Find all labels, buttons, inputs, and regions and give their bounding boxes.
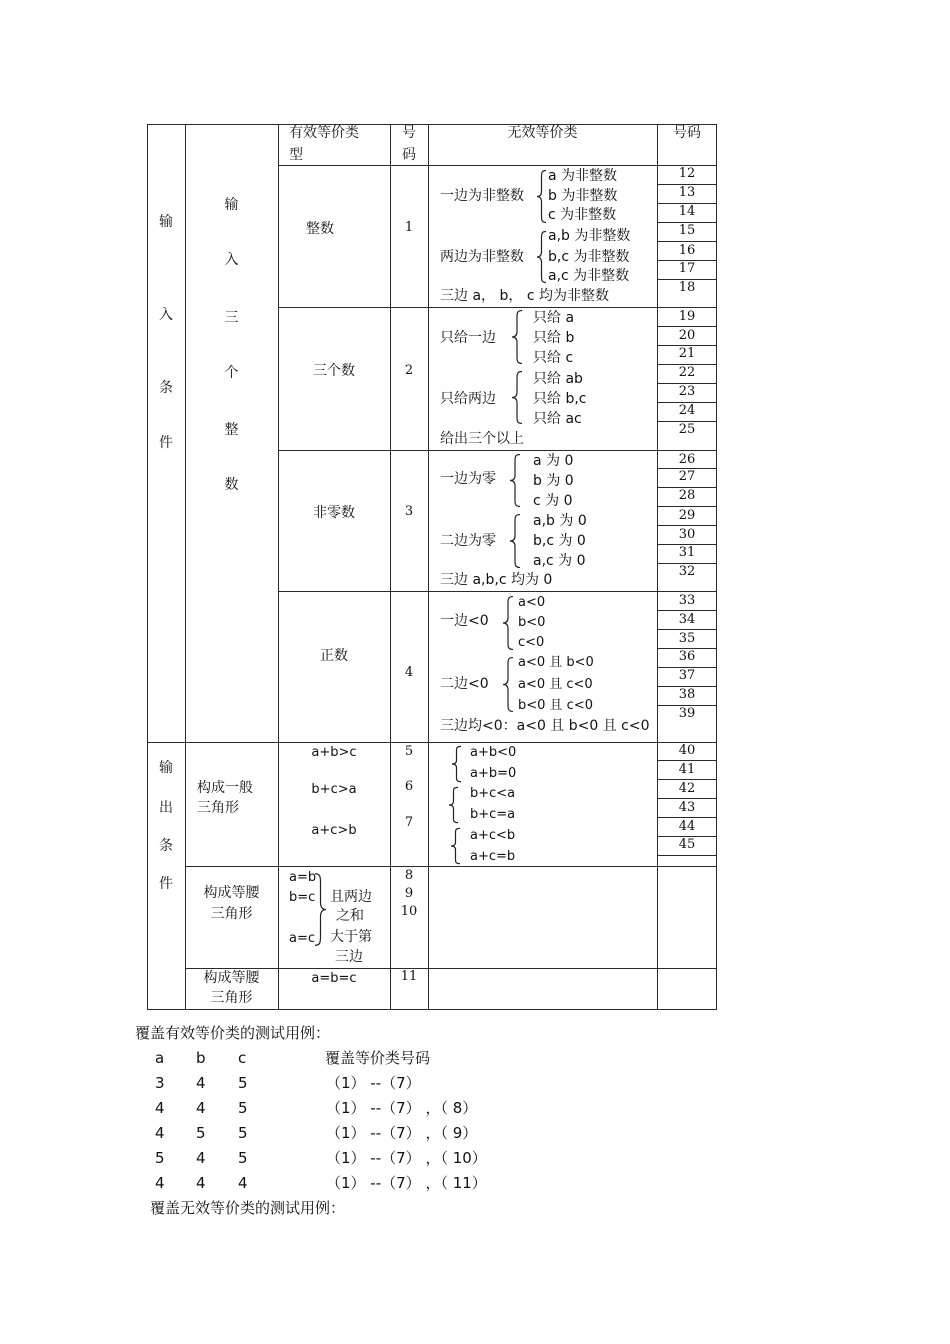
valid-class-number: 6 [404,779,414,794]
invalid-item: a 为 0 [533,453,574,469]
invalid-number: 17 [678,261,696,276]
valid-class-type: 正数 [320,648,348,664]
valid-class-number: 7 [404,815,414,830]
input-category-char: 数 [224,477,239,493]
invalid-item: a,c 为 0 [533,553,586,569]
invalid-item: 只给 ac [533,411,582,427]
valid-class-number: 8 [404,868,414,883]
invalid-number: 43 [678,800,696,815]
invalid-item: 只给 b [533,330,575,346]
invalid-number: 26 [678,452,696,467]
invalid-item: a<0 [518,595,546,610]
case-classes: （1） --（7） ，（ 9） [326,1124,478,1142]
invalid-item: a+c=b [470,849,516,864]
input-condition-char: 输 [159,214,173,230]
invalid-item: a,b 为 0 [533,513,587,529]
header-valid-number-cont: 码 [402,147,416,163]
valid-class-number: 11 [400,969,418,984]
input-category-char: 入 [224,252,239,268]
case-value-b: 4 [196,1149,206,1167]
invalid-item: b+c<a [470,786,516,801]
grid-line [278,591,717,592]
invalid-item: 只给 c [533,350,574,366]
grid-line [657,779,717,780]
invalid-item: b 为 0 [533,473,574,489]
invalid-item: a<0 且 c<0 [518,677,593,692]
valid-class-number: 1 [404,220,414,235]
valid-class-type: 整数 [306,221,334,237]
grid-line [185,968,717,969]
valid-class-number: 3 [404,504,414,519]
valid-condition: b+c>a [311,782,357,797]
left-brace [452,746,461,782]
left-brace [512,371,522,424]
invalid-number: 33 [678,593,696,608]
input-category-char: 输 [224,197,239,213]
invalid-group-label: 二边<0 [440,676,489,692]
left-brace [510,454,520,507]
output-condition-char: 条 [159,838,173,854]
left-brace [537,231,546,283]
grid-line [657,855,717,856]
grid-line [147,742,717,743]
invalid-item: b 为非整数 [548,188,618,204]
left-brace [503,596,513,650]
invalid-summary: 三边 a,b,c 均为 0 [440,572,553,588]
invalid-item: 只给 b,c [533,391,587,407]
invalid-number: 39 [678,706,696,721]
grid-line [657,525,717,526]
invalid-number: 23 [678,384,696,399]
invalid-number: 37 [678,668,696,683]
column-header-classes: 覆盖等价类号码 [325,1049,431,1067]
left-brace [510,514,520,568]
invalid-item: a<0 且 b<0 [518,655,594,670]
grid-line [147,1009,717,1010]
case-value-b: 4 [196,1099,206,1117]
invalid-item: a,c 为非整数 [548,268,630,284]
grid-line [657,241,717,242]
isosceles-condition-note: 大于第 [330,929,372,945]
left-brace [512,310,522,364]
isosceles-condition-note: 三边 [335,949,363,965]
valid-class-number: 10 [400,904,418,919]
valid-class-number: 2 [404,363,414,378]
invalid-number: 32 [678,564,696,579]
isosceles-condition-note: 且两边 [330,889,372,905]
output-condition-char: 输 [159,760,173,776]
left-brace [451,828,460,864]
invalid-summary: 三边 a， b， c 均为非整数 [440,288,609,304]
invalid-group-label: 一边为零 [440,471,496,487]
left-brace [449,787,458,823]
invalid-number: 25 [678,422,696,437]
invalid-number: 22 [678,365,696,380]
grid-line [657,326,717,327]
grid-line [657,798,717,799]
equilateral-triangle-label-cont: 三角形 [210,990,253,1006]
invalid-item: a,b 为非整数 [548,228,631,244]
input-condition-char: 条 [159,380,173,396]
invalid-number: 36 [678,649,696,664]
right-brace [315,873,326,946]
invalid-number: 34 [678,612,696,627]
isosceles-triangle-label-cont: 三角形 [210,906,253,922]
valid-condition: a+b>c [311,745,357,760]
invalid-group-label: 只给两边 [440,391,496,407]
invalid-number: 18 [678,280,696,295]
grid-line [657,817,717,818]
grid-line [657,610,717,611]
invalid-number: 20 [678,328,696,343]
input-category-char: 三 [224,310,239,326]
invalid-number: 29 [678,508,696,523]
invalid-number: 19 [678,309,696,324]
case-value-c: 4 [238,1174,248,1192]
grid-line [657,506,717,507]
invalid-item: c<0 [518,635,545,650]
invalid-item: 只给 ab [533,371,583,387]
grid-line [278,450,717,451]
valid-condition: a+c>b [311,823,357,838]
case-value-b: 4 [196,1174,206,1192]
input-category-char: 整 [224,422,239,438]
invalid-item: c 为 0 [533,493,573,509]
grid-line [278,124,279,1010]
column-header-c: c [238,1049,247,1067]
invalid-summary: 给出三个以上 [440,431,524,447]
left-brace [503,657,513,712]
invalid-number: 16 [678,243,696,258]
header-invalid-number: 号码 [673,125,701,141]
invalid-item: b,c 为非整数 [548,249,630,265]
equilateral-triangle-label: 构成等腰 [203,970,260,986]
input-condition-char: 件 [159,435,173,451]
invalid-number: 31 [678,545,696,560]
isosceles-condition: b=c [289,890,316,905]
equilateral-condition: a=b=c [311,971,357,986]
invalid-summary: 三边均<0：a<0 且 b<0 且 c<0 [440,718,650,734]
invalid-number: 14 [678,204,696,219]
column-header-b: b [196,1049,206,1067]
column-header-a: a [155,1049,165,1067]
valid-cases-title: 覆盖有效等价类的测试用例： [135,1024,331,1042]
invalid-number: 28 [678,488,696,503]
isosceles-triangle-label: 构成等腰 [203,885,260,901]
invalid-item: c 为非整数 [548,207,617,223]
case-classes: （1） --（7） ，（ 10） [326,1149,487,1167]
invalid-number: 30 [678,527,696,542]
valid-class-type: 三个数 [313,363,355,379]
input-condition-char: 入 [159,307,173,323]
header-invalid-class: 无效等价类 [507,125,578,141]
case-value-b: 4 [196,1074,206,1092]
invalid-group-label: 两边为非整数 [440,249,524,265]
invalid-number: 24 [678,403,696,418]
invalid-item: a+b=0 [470,766,517,781]
invalid-number: 21 [678,346,696,361]
case-value-a: 4 [155,1174,165,1192]
grid-line [657,629,717,630]
valid-class-number: 5 [404,744,414,759]
grid-line [278,307,717,308]
grid-line [278,165,717,166]
case-value-c: 5 [238,1074,248,1092]
invalid-number: 45 [678,837,696,852]
case-value-a: 4 [155,1099,165,1117]
invalid-cases-title: 覆盖无效等价类的测试用例： [150,1199,346,1217]
isosceles-condition: a=b [289,870,317,885]
invalid-number: 35 [678,631,696,646]
case-value-c: 5 [238,1124,248,1142]
grid-line [428,124,429,1010]
output-condition-char: 出 [159,800,173,816]
invalid-group-label: 二边为零 [440,533,496,549]
invalid-number: 44 [678,819,696,834]
invalid-number: 12 [678,166,696,181]
isosceles-condition-note: 之和 [336,908,364,924]
header-valid-type-cont: 型 [289,147,303,163]
case-value-a: 3 [155,1074,165,1092]
invalid-item: a+c<b [470,828,516,843]
general-triangle-label: 构成一般 [197,780,253,796]
general-triangle-label-cont: 三角形 [197,800,239,816]
case-value-b: 5 [196,1124,206,1142]
invalid-number: 15 [678,223,696,238]
invalid-number: 27 [678,469,696,484]
invalid-item: b,c 为 0 [533,533,586,549]
invalid-number: 42 [678,781,696,796]
invalid-group-label: 一边<0 [440,613,489,629]
isosceles-condition: a=c [289,931,316,946]
case-value-c: 5 [238,1099,248,1117]
case-classes: （1） --（7） ，（ 8） [326,1099,478,1117]
case-value-a: 5 [155,1149,165,1167]
invalid-group-label: 一边为非整数 [440,188,524,204]
case-value-c: 5 [238,1149,248,1167]
invalid-group-label: 只给一边 [440,330,496,346]
case-value-a: 4 [155,1124,165,1142]
invalid-item: 只给 a [533,310,575,326]
invalid-item: b<0 且 c<0 [518,698,593,713]
case-classes: （1） --（7） ，（ 11） [326,1174,487,1192]
header-valid-number: 号 [402,125,416,141]
invalid-item: a+b<0 [470,745,517,760]
invalid-number: 13 [678,185,696,200]
input-category-char: 个 [224,365,239,381]
left-brace [537,170,546,223]
invalid-item: b<0 [518,615,546,630]
case-classes: （1） --（7） [326,1074,421,1092]
grid-line [185,866,717,867]
grid-line [657,760,717,761]
valid-class-number: 9 [404,886,414,901]
header-valid-type: 有效等价类 [289,125,359,141]
invalid-number: 41 [678,762,696,777]
invalid-number: 38 [678,687,696,702]
invalid-item: b+c=a [470,807,516,822]
invalid-item: a 为非整数 [548,168,618,184]
invalid-number: 40 [678,743,696,758]
valid-class-type: 非零数 [313,505,355,521]
output-condition-char: 件 [159,876,173,892]
valid-class-number: 4 [404,665,414,680]
